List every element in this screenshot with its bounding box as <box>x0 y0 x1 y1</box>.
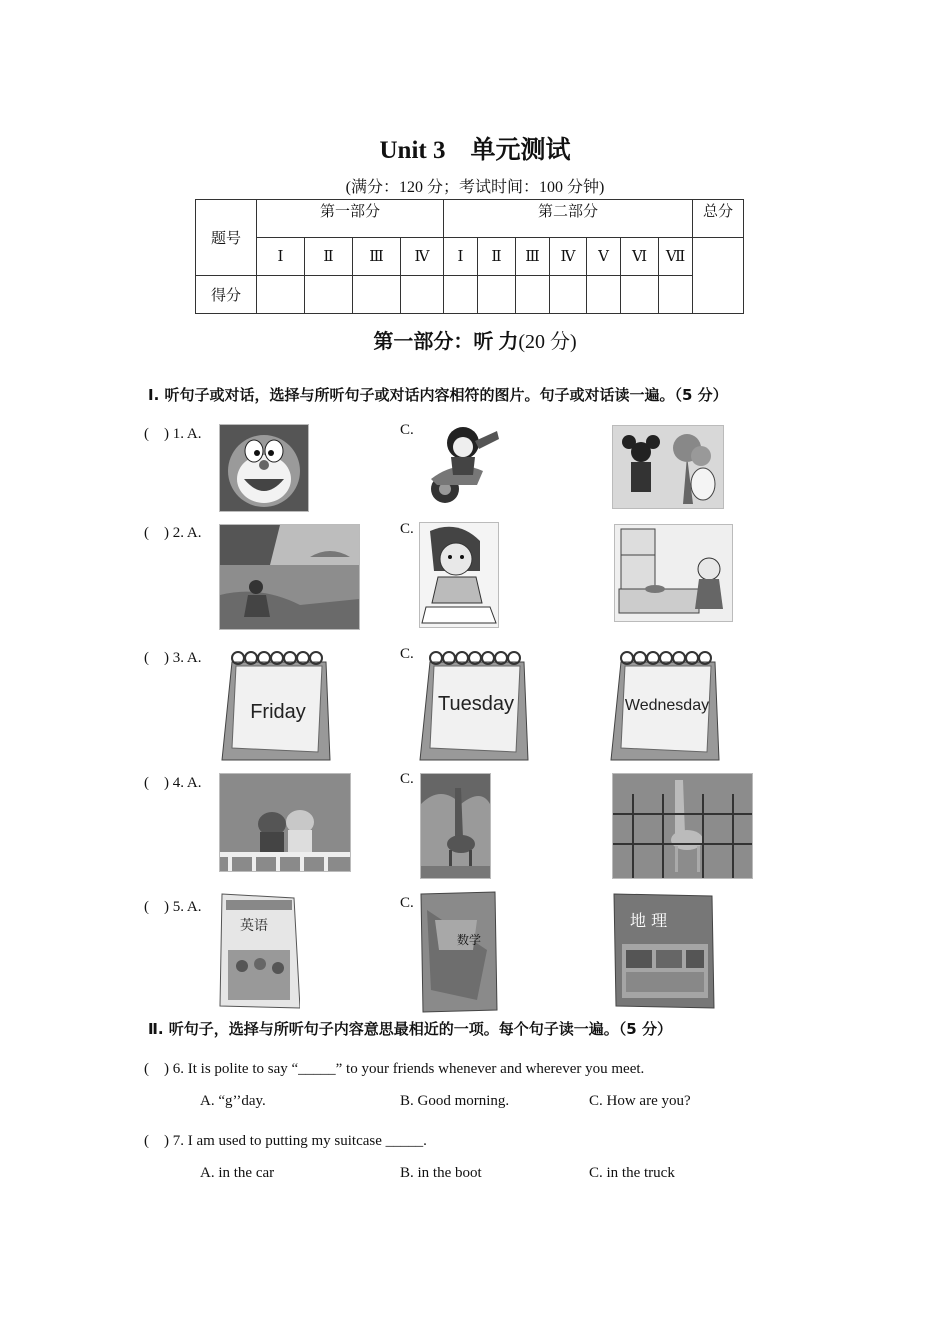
part1-heading-text: 第一部分：听 力 <box>373 331 519 353</box>
q5-picture-b[interactable] <box>417 890 499 1014</box>
q3-picture-b[interactable] <box>416 648 530 764</box>
score-cell[interactable] <box>550 276 587 314</box>
english-textbook-icon <box>218 890 300 1012</box>
score-cell[interactable] <box>478 276 516 314</box>
section2-heading: Ⅱ. 听句子，选择与所听句子内容意思最相近的一项。每个句子读一遍。（5 分） <box>148 1020 672 1038</box>
total-header: 总分 <box>693 200 744 238</box>
doraemon-cartoon-icon <box>220 425 308 511</box>
q7-stem: ( ) 7. I am used to putting my suitcase _____. <box>144 1133 427 1149</box>
calendar-icon <box>607 648 721 764</box>
col-p1-3: Ⅲ <box>353 238 401 276</box>
score-cell[interactable] <box>353 276 401 314</box>
q1-label: ( ) 1. A. <box>144 426 202 442</box>
calendar-icon <box>218 648 332 764</box>
col-p1-4: Ⅳ <box>401 238 444 276</box>
q2-picture-c[interactable] <box>614 524 733 622</box>
woman-at-seaside-icon <box>220 525 359 629</box>
score-cell[interactable] <box>305 276 353 314</box>
q5-option-c-label: C. <box>400 895 414 911</box>
section1-heading: Ⅰ. 听句子或对话，选择与所听句子或对话内容相符的图片。句子或对话读一遍。（5 分） <box>148 386 728 404</box>
part2-header: 第二部分 <box>444 200 693 238</box>
score-table <box>195 199 744 314</box>
q5-picture-c[interactable] <box>612 892 716 1010</box>
textbook-title: 地 理 <box>630 911 668 930</box>
q5-picture-a[interactable] <box>218 890 300 1012</box>
score-cell[interactable] <box>516 276 550 314</box>
exam-info: (满分：120 分；考试时间：100 分钟) <box>345 179 605 196</box>
giraffe-zoo-icon <box>613 774 752 878</box>
col-p2-3: Ⅲ <box>516 238 550 276</box>
col-p1-1: Ⅰ <box>257 238 305 276</box>
q4-option-c-label: C. <box>400 771 414 787</box>
q2-option-c-label: C. <box>400 521 414 537</box>
q1-picture-a[interactable] <box>219 424 309 512</box>
calendar-day-text: Wednesday <box>624 697 710 714</box>
col-p2-5: Ⅴ <box>587 238 621 276</box>
score-cell[interactable] <box>621 276 659 314</box>
q4-picture-a[interactable] <box>219 773 351 872</box>
q4-label: ( ) 4. A. <box>144 775 202 791</box>
girl-writing-icon <box>420 523 498 627</box>
q2-picture-a[interactable] <box>219 524 360 630</box>
page-title: Unit 3 单元测试 <box>379 137 571 164</box>
textbook-title: 数学 <box>457 933 482 947</box>
q7-option-c[interactable]: C. in the truck <box>589 1165 675 1181</box>
q6-option-c[interactable]: C. How are you? <box>589 1093 691 1109</box>
col-p2-2: Ⅱ <box>478 238 516 276</box>
q3-label: ( ) 3. A. <box>144 650 202 666</box>
q2-picture-b[interactable] <box>419 522 499 628</box>
q6-option-b[interactable]: B. Good morning. <box>400 1093 510 1109</box>
puppies-icon <box>220 774 350 871</box>
part1-header: 第一部分 <box>257 200 444 238</box>
col-p2-7: Ⅶ <box>659 238 693 276</box>
question-number-header: 题号 <box>196 200 257 276</box>
total-cell[interactable] <box>693 238 744 314</box>
q1-picture-b[interactable] <box>417 419 507 505</box>
mickey-and-donald-icon <box>613 426 723 508</box>
score-cell[interactable] <box>587 276 621 314</box>
score-cell[interactable] <box>444 276 478 314</box>
giraffe-wild-icon <box>421 774 490 878</box>
textbook-title: 英语 <box>240 918 268 934</box>
cat-on-motorbike-icon <box>417 419 507 505</box>
q3-picture-a[interactable] <box>218 648 332 764</box>
part1-points: (20 分) <box>518 331 577 353</box>
q7-option-a[interactable]: A. in the car <box>200 1165 275 1181</box>
q6-option-a[interactable]: A. “g’’day. <box>200 1093 266 1109</box>
calendar-icon <box>416 648 530 764</box>
q7-option-b[interactable]: B. in the boot <box>400 1165 482 1181</box>
q3-picture-c[interactable] <box>607 648 721 764</box>
col-p2-4: Ⅳ <box>550 238 587 276</box>
q1-picture-c[interactable] <box>612 425 724 509</box>
q4-picture-c[interactable] <box>612 773 753 879</box>
col-p1-2: Ⅱ <box>305 238 353 276</box>
q3-option-c-label: C. <box>400 646 414 662</box>
score-cell[interactable] <box>401 276 444 314</box>
score-cell[interactable] <box>659 276 693 314</box>
math-textbook-icon <box>417 890 499 1014</box>
q6-stem: ( ) 6. It is polite to say “_____” to your friends whenever and wherever you meet. <box>144 1061 645 1077</box>
part1-heading <box>0 325 950 354</box>
score-cell[interactable] <box>257 276 305 314</box>
boy-cooking-icon <box>615 525 732 621</box>
q2-label: ( ) 2. A. <box>144 525 202 541</box>
score-header: 得分 <box>196 276 257 314</box>
q1-option-c-label: C. <box>400 422 414 438</box>
col-p2-1: Ⅰ <box>444 238 478 276</box>
calendar-day-text: Friday <box>250 701 306 723</box>
col-p2-6: Ⅵ <box>621 238 659 276</box>
q5-label: ( ) 5. A. <box>144 899 202 915</box>
calendar-day-text: Tuesday <box>438 693 514 715</box>
geography-textbook-icon <box>612 892 716 1010</box>
q4-picture-b[interactable] <box>420 773 491 879</box>
